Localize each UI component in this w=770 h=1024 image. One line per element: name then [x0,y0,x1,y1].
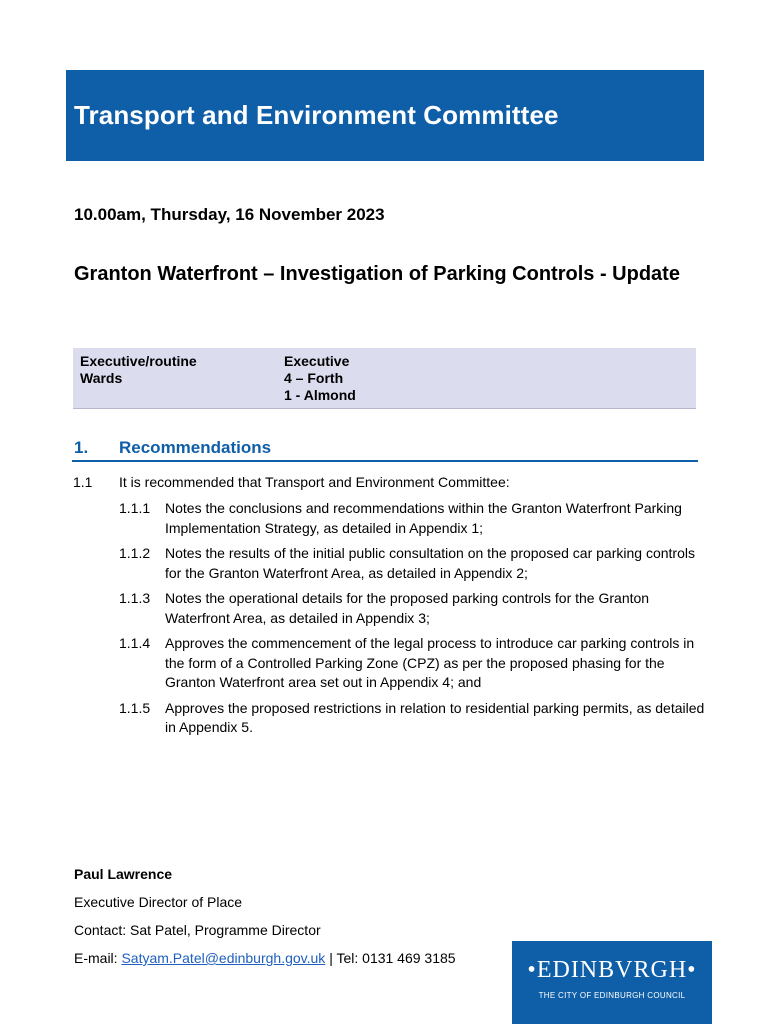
item-number: 1.1.1 [119,500,151,516]
report-title: Granton Waterfront – Investigation of Parking Controls - Update [74,263,680,285]
item-text: Notes the operational details for the proposed parking controls for the Granton Waterfront Area, as detailed in Appendix 3; [165,590,650,626]
logo-wordmark: •EDINBVRGH• [527,957,697,983]
item-number: 1.1.4 [119,635,151,651]
item-number: 1.1.2 [119,545,151,561]
info-value: 4 – Forth [284,370,344,386]
contact-line: Contact: Sat Patel, Programme Director [74,922,321,938]
council-logo [512,941,712,1024]
email-label: E-mail: [74,950,122,966]
item-number: 1.1.5 [119,699,151,716]
section-heading [72,436,698,462]
phone-text: | Tel: 0131 469 3185 [325,950,456,966]
section-title: Recommendations [119,438,272,457]
meeting-date: 10.00am, Thursday, 16 November 2023 [74,205,385,224]
info-label: Executive/routine [80,353,197,369]
list-item [119,699,709,738]
list-item [119,544,709,583]
info-value: 1 - Almond [284,387,356,403]
author-role: Executive Director of Place [74,894,243,910]
email-line [74,950,456,978]
recommendation-list [119,499,709,744]
paragraph-text: It is recommended that Transport and Environment Committee: [119,474,510,490]
logo-subtitle: THE CITY OF EDINBURGH COUNCIL [538,991,686,1000]
item-text: Approves the proposed restrictions in relation to residential parking permits, as detailed in Appendix 5. [165,699,705,735]
item-text: Notes the results of the initial public consultation on the proposed car parking controls for the Granton Waterfront Area, as detailed in Appendix 2; [165,545,695,581]
item-number: 1.1.3 [119,590,151,606]
list-item [119,634,709,693]
item-text: Approves the commencement of the legal process to introduce car parking controls in the form of a Controlled Parking Zone (CPZ) as per the proposed phasing for the Granton Waterfront area set out in Appendix 4; and [165,635,695,690]
info-labels [80,353,197,387]
title-banner [66,70,704,161]
info-values [284,353,356,404]
email-link[interactable]: Satyam.Patel@edinburgh.gov.uk [121,950,326,966]
info-label: Wards [80,370,123,386]
info-value: Executive [284,353,350,369]
author-name: Paul Lawrence [74,866,173,882]
info-box [73,348,696,409]
section-number: 1. [74,438,89,457]
list-item [119,499,709,538]
paragraph-number: 1.1 [73,474,93,490]
item-text: Notes the conclusions and recommendations within the Granton Waterfront Parking Implementation Strategy, as detailed in Appendix 1; [165,500,682,536]
list-item [119,589,709,628]
signature-block [74,866,456,978]
committee-title: Transport and Environment Committee [74,100,559,130]
